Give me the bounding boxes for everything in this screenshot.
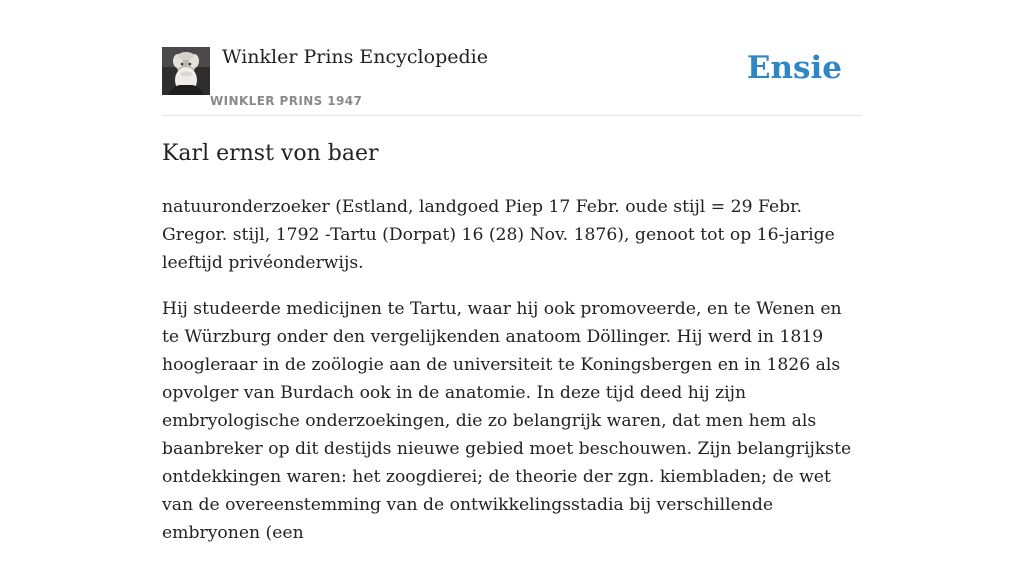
bearded-man-portrait-icon <box>162 47 210 95</box>
article-title: Karl ernst von baer <box>162 141 379 166</box>
article-paragraph: Hij studeerde medicijnen te Tartu, waar hij ook promoveerde, en te Wenen en te Würzburg onder den vergelijkenden anatoom Döllinger. Hij werd in 1819 hoogleraar in de zoölogie aan de universiteit te Koningsbergen en in 1826 als opvolger van Burdach ook in de anatomie. In deze tijd deed hij zijn embryologische onderzoekingen, die zo belangrijk waren, dat men hem als baanbreker op dit destijds nieuwe gebied moet beschouwen. Zijn belangrijkste ontdekkingen waren: het zoogdierei; de theorie der zgn. kiembladen; de wet van de overeenstemming van de ontwikkelingsstadia bij verschillende embryonen (een <box>162 299 852 543</box>
source-name-link[interactable]: Winkler Prins Encyclopedie <box>222 46 488 68</box>
source-header <box>162 0 862 116</box>
article-container <box>162 0 862 543</box>
ensie-logo[interactable]: Ensie <box>746 50 842 86</box>
edition-label: WINKLER PRINS 1947 <box>210 94 363 108</box>
source-avatar-icon[interactable] <box>162 47 210 95</box>
article-paragraph: natuuronderzoeker (Estland, landgoed Piep 17 Febr. oude stijl = 29 Febr. Gregor. stijl, 1792 -Tartu (Dorpat) 16 (28) Nov. 1876), genoot tot op 16-jarige leeftijd privéonderwijs. <box>162 197 835 273</box>
article-body <box>162 193 862 565</box>
